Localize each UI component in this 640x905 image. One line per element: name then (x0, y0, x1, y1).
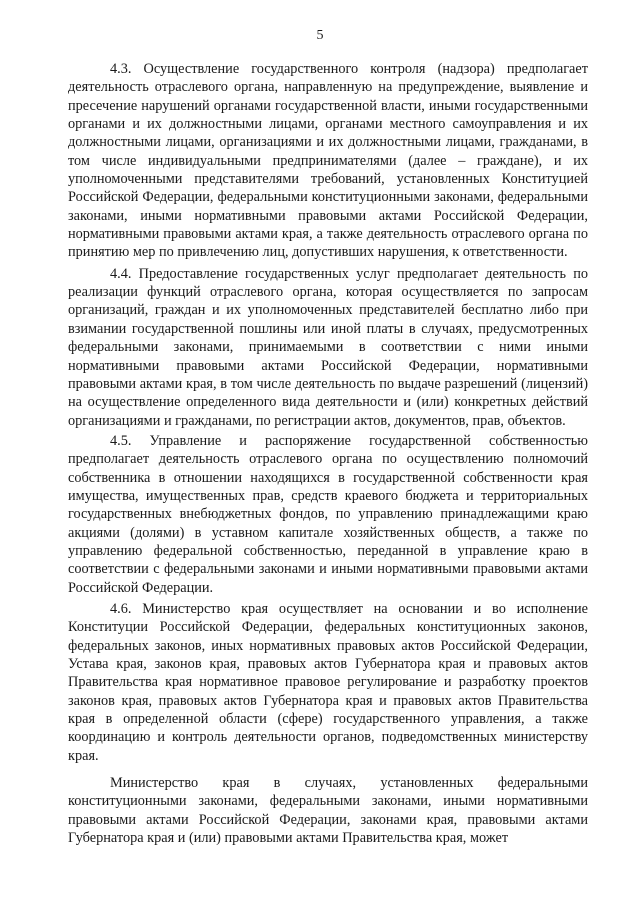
section-4-5-paragraph: 4.5. Управление и распоряжение государственной собственностью предполагает деятельность отраслевого органа по осуществлению полномочий собственника в отношении находящихся в государственной собственности края имущества, имущественных прав, средств краевого бюджета и территориальных государственных внебюджетных фондов, по управлению принадлежащими краю акциями (долями) в уставном капитале хозяйственных обществ, а также по управлению федеральной собственностью, переданной в управление краю в соответствии с федеральными законами и иными нормативными правовыми актами Российской Федерации. (68, 432, 588, 596)
section-4-3-paragraph: 4.3. Осуществление государственного контроля (надзора) предполагает деятельность отраслевого органа, направленную на предупреждение, выявление и пресечение нарушений органами государственной власти, иными государственными органами и их должностными лицами, органами местного самоуправления и их должностными лицами, организациями и их должностными лицами, гражданами, в том числе индивидуальными предпринимателями (далее – граждане), и их уполномоченными представителями требований, установленных Конституцией Российской Федерации, федеральными конституционными законами, федеральными законами, иными нормативными правовыми актами Российской Федерации, нормативными правовыми актами края, а также деятельность отраслевого органа по принятию мер по привлечению лиц, допустивших нарушения, к ответственности. (68, 61, 588, 261)
section-4-4-paragraph: 4.4. Предоставление государственных услуг предполагает деятельность по реализации функций отраслевого органа, которая осуществляется по запросам организаций, граждан и их уполномоченных представителей бесплатно либо при взимании государственной пошлины или иной платы в случаях, предусмотренных федеральными законами, принимаемыми в соответствии с ними иными нормативными правовыми актами Российской Федерации, нормативными правовыми актами края, в том числе деятельность по выдаче разрешений (лицензий) на осуществление определенного вида деятельности и (или) конкретных действий организациями и гражданами, по регистрации актов, документов, прав, объектов. (68, 265, 588, 429)
section-4-6-paragraph: 4.6. Министерство края осуществляет на основании и во исполнение Конституции Российской Федерации, федеральных конституционных законов, федеральных законов, иных нормативных правовых актов Российской Федерации, Устава края, законов края, правовых актов Губернатора края и правовых актов Правительства края нормативное правовое регулирование и разработку проектов законов края, правовых актов Губернатора края и правовых актов Правительства края в определенной области (сфере) государственного управления, а также координацию и контроль деятельности органов, подведомственных министерству края. (68, 600, 588, 764)
page-number: 5 (316, 28, 324, 43)
continuation-paragraph: Министерство края в случаях, установленных федеральными конституционными законами, федеральными законами, иными нормативными правовыми актами Российской Федерации, законами края, правовыми актами Губернатора края и (или) правовыми актами Правительства края, может (68, 775, 588, 847)
document-body (68, 60, 588, 847)
